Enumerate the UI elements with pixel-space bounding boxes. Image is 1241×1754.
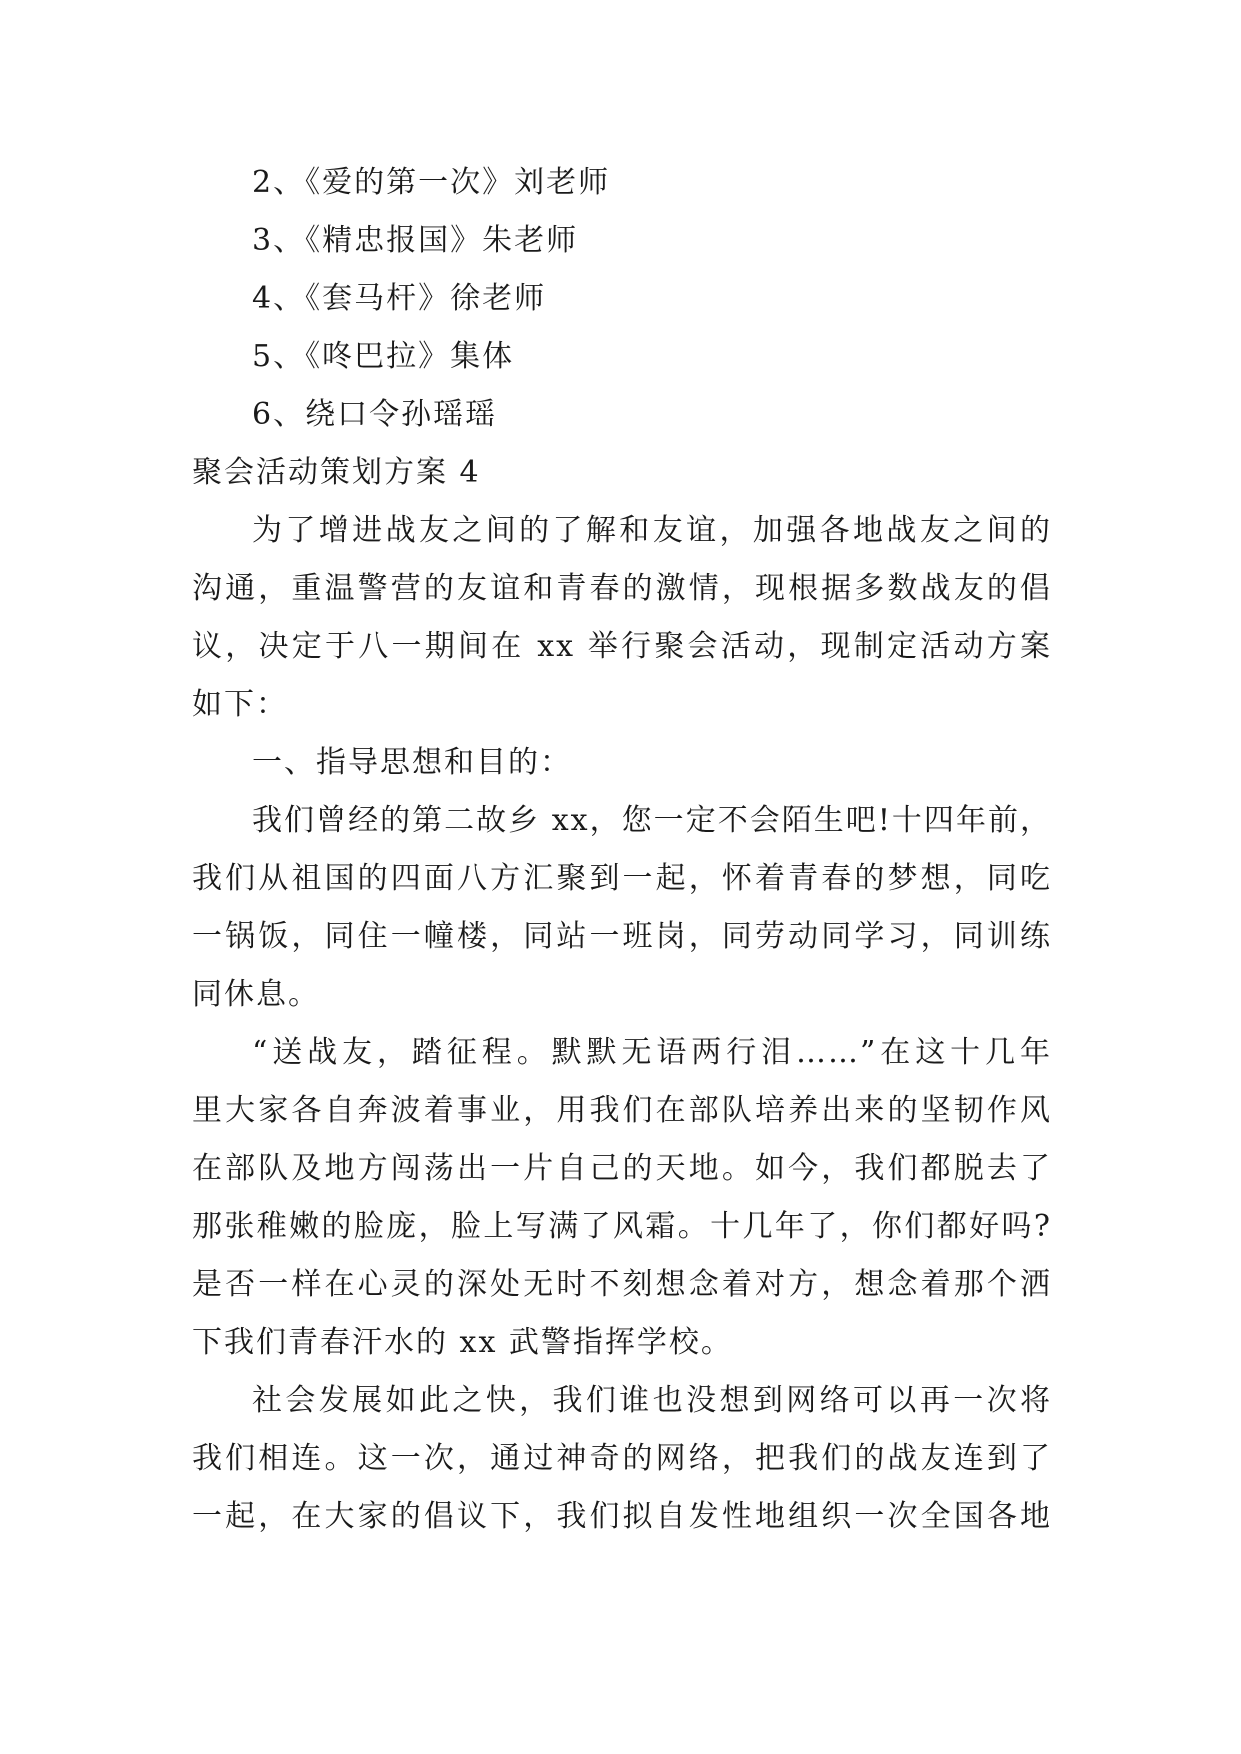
text-line: 同休息。 [192,977,320,1012]
program-list [192,154,1052,444]
list-item: 6、绕口令孙瑶瑶 [252,397,498,432]
list-item: 4、《套马杆》徐老师 [252,281,547,316]
document-body [192,154,1052,1546]
paragraph-intro [192,502,1052,734]
text-line: 沟通，重温警营的友谊和青春的激情，现根据多数战友的倡 [192,571,1052,606]
text-line: 为了增进战友之间的了解和友谊，加强各地战友之间的 [252,513,1052,548]
text-line: 是否一样在心灵的深处无时不刻想念着对方，想念着那个洒 [192,1267,1052,1302]
text-line: 一、指导思想和目的： [252,745,572,780]
text-line: 如下： [192,687,288,722]
text-line: 在部队及地方闯荡出一片自己的天地。如今，我们都脱去了 [192,1151,1052,1186]
text-line: 社会发展如此之快，我们谁也没想到网络可以再一次将 [252,1383,1052,1418]
list-item: 3、《精忠报国》朱老师 [252,223,579,258]
paragraph-hometown [192,792,1052,1024]
text-line: 一起，在大家的倡议下，我们拟自发性地组织一次全国各地 [192,1499,1052,1534]
text-line: “送战友，踏征程。默默无语两行泪……”在这十几年 [252,1035,1052,1070]
list-item: 2、《爱的第一次》刘老师 [252,165,611,200]
list-item: 5、《咚巴拉》集体 [252,339,515,374]
text-line: 我们相连。这一次，通过神奇的网络，把我们的战友连到了 [192,1441,1052,1476]
text-line: 我们从祖国的四面八方汇聚到一起，怀着青春的梦想，同吃 [192,861,1052,896]
paragraph-network [192,1372,1052,1546]
text-line: 我们曾经的第二故乡 xx，您一定不会陌生吧!十四年前， [252,803,1052,838]
text-line: 议，决定于八一期间在 xx 举行聚会活动，现制定活动方案 [192,629,1052,664]
paragraph-farewell [192,1024,1052,1372]
text-line: 下我们青春汗水的 xx 武警指挥学校。 [192,1325,733,1360]
text-line: 那张稚嫩的脸庞，脸上写满了风霜。十几年了，你们都好吗? [192,1209,1052,1244]
text-line: 一锅饭，同住一幢楼，同站一班岗，同劳动同学习，同训练 [192,919,1052,954]
subheading-guiding-thought [192,734,1052,792]
section-heading: 聚会活动策划方案 4 [192,455,481,490]
text-line: 里大家各自奔波着事业，用我们在部队培养出来的坚韧作风 [192,1093,1052,1128]
